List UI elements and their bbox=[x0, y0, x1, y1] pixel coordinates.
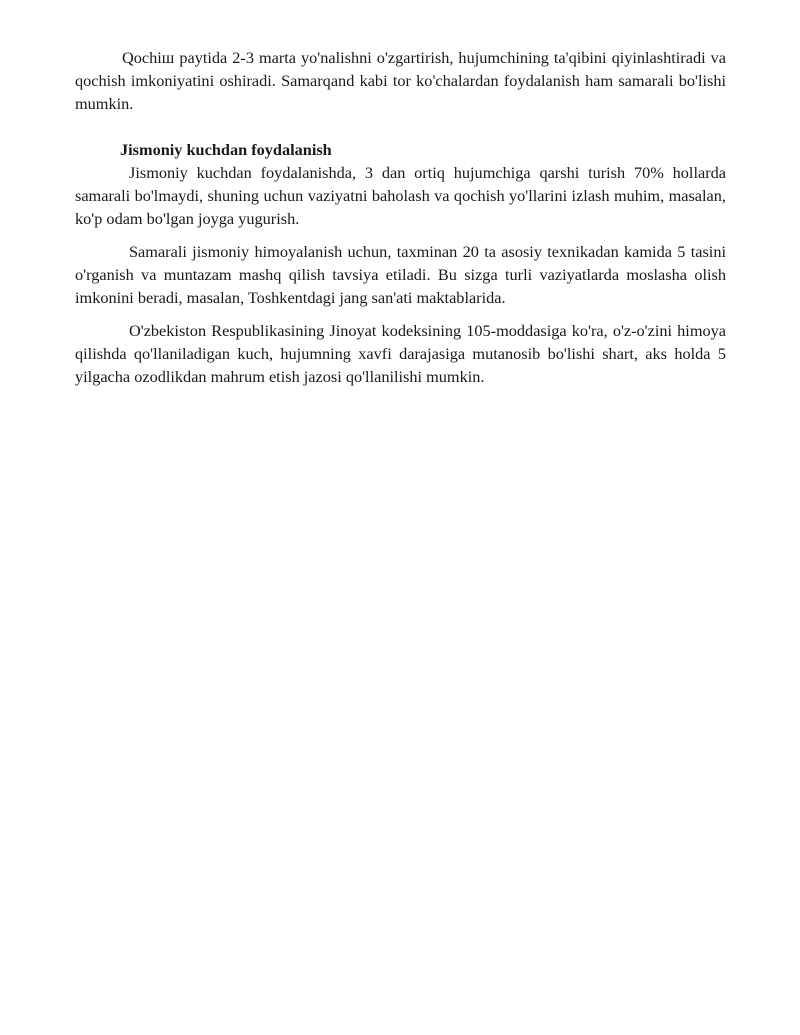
paragraph-self-defense-training: Samarali jismoniy himoyalanish uchun, taxminan 20 ta asosiy texnikadan kamida 5 tasini o'rganish va muntazam mashq qilish tavsiya etiladi. Bu sizga turli vaziyatlarda moslasha olish imkonini beradi, masalan, Toshkentdagi jang san'ati maktablarida. bbox=[75, 242, 726, 307]
document-body bbox=[75, 46, 726, 388]
paragraph-escape-tactics: Qochiш paytida 2-3 marta yo'nalishni o'zgartirish, hujumchining ta'qibini qiyinlashtiradi va qochish imkoniyatini oshiradi. Samarqand kabi tor ko'chalardan foydalanish ham samarali bo'lishi mumkin. bbox=[75, 48, 726, 113]
paragraph-criminal-code: O'zbekiston Respublikasining Jinoyat kodeksining 105-moddasiga ko'ra, o'z-o'zini himoya qilishda qo'llaniladigan kuch, hujumning xavfi darajasiga mutanosib bo'lishi shart, aks holda 5 yilgacha ozodlikdan mahrum etish jazosi qo'llanilishi mumkin. bbox=[75, 321, 726, 386]
section-heading: Jismoniy kuchdan foydalanish bbox=[120, 140, 332, 159]
paragraph-physical-force: Jismoniy kuchdan foydalanishda, 3 dan ortiq hujumchiga qarshi turish 70% hollarda samarali bo'lmaydi, shuning uchun vaziyatni baholash va qochish yo'llarini izlash muhim, masalan, ko'p odam bo'lgan joyga yugurish. bbox=[75, 163, 726, 228]
